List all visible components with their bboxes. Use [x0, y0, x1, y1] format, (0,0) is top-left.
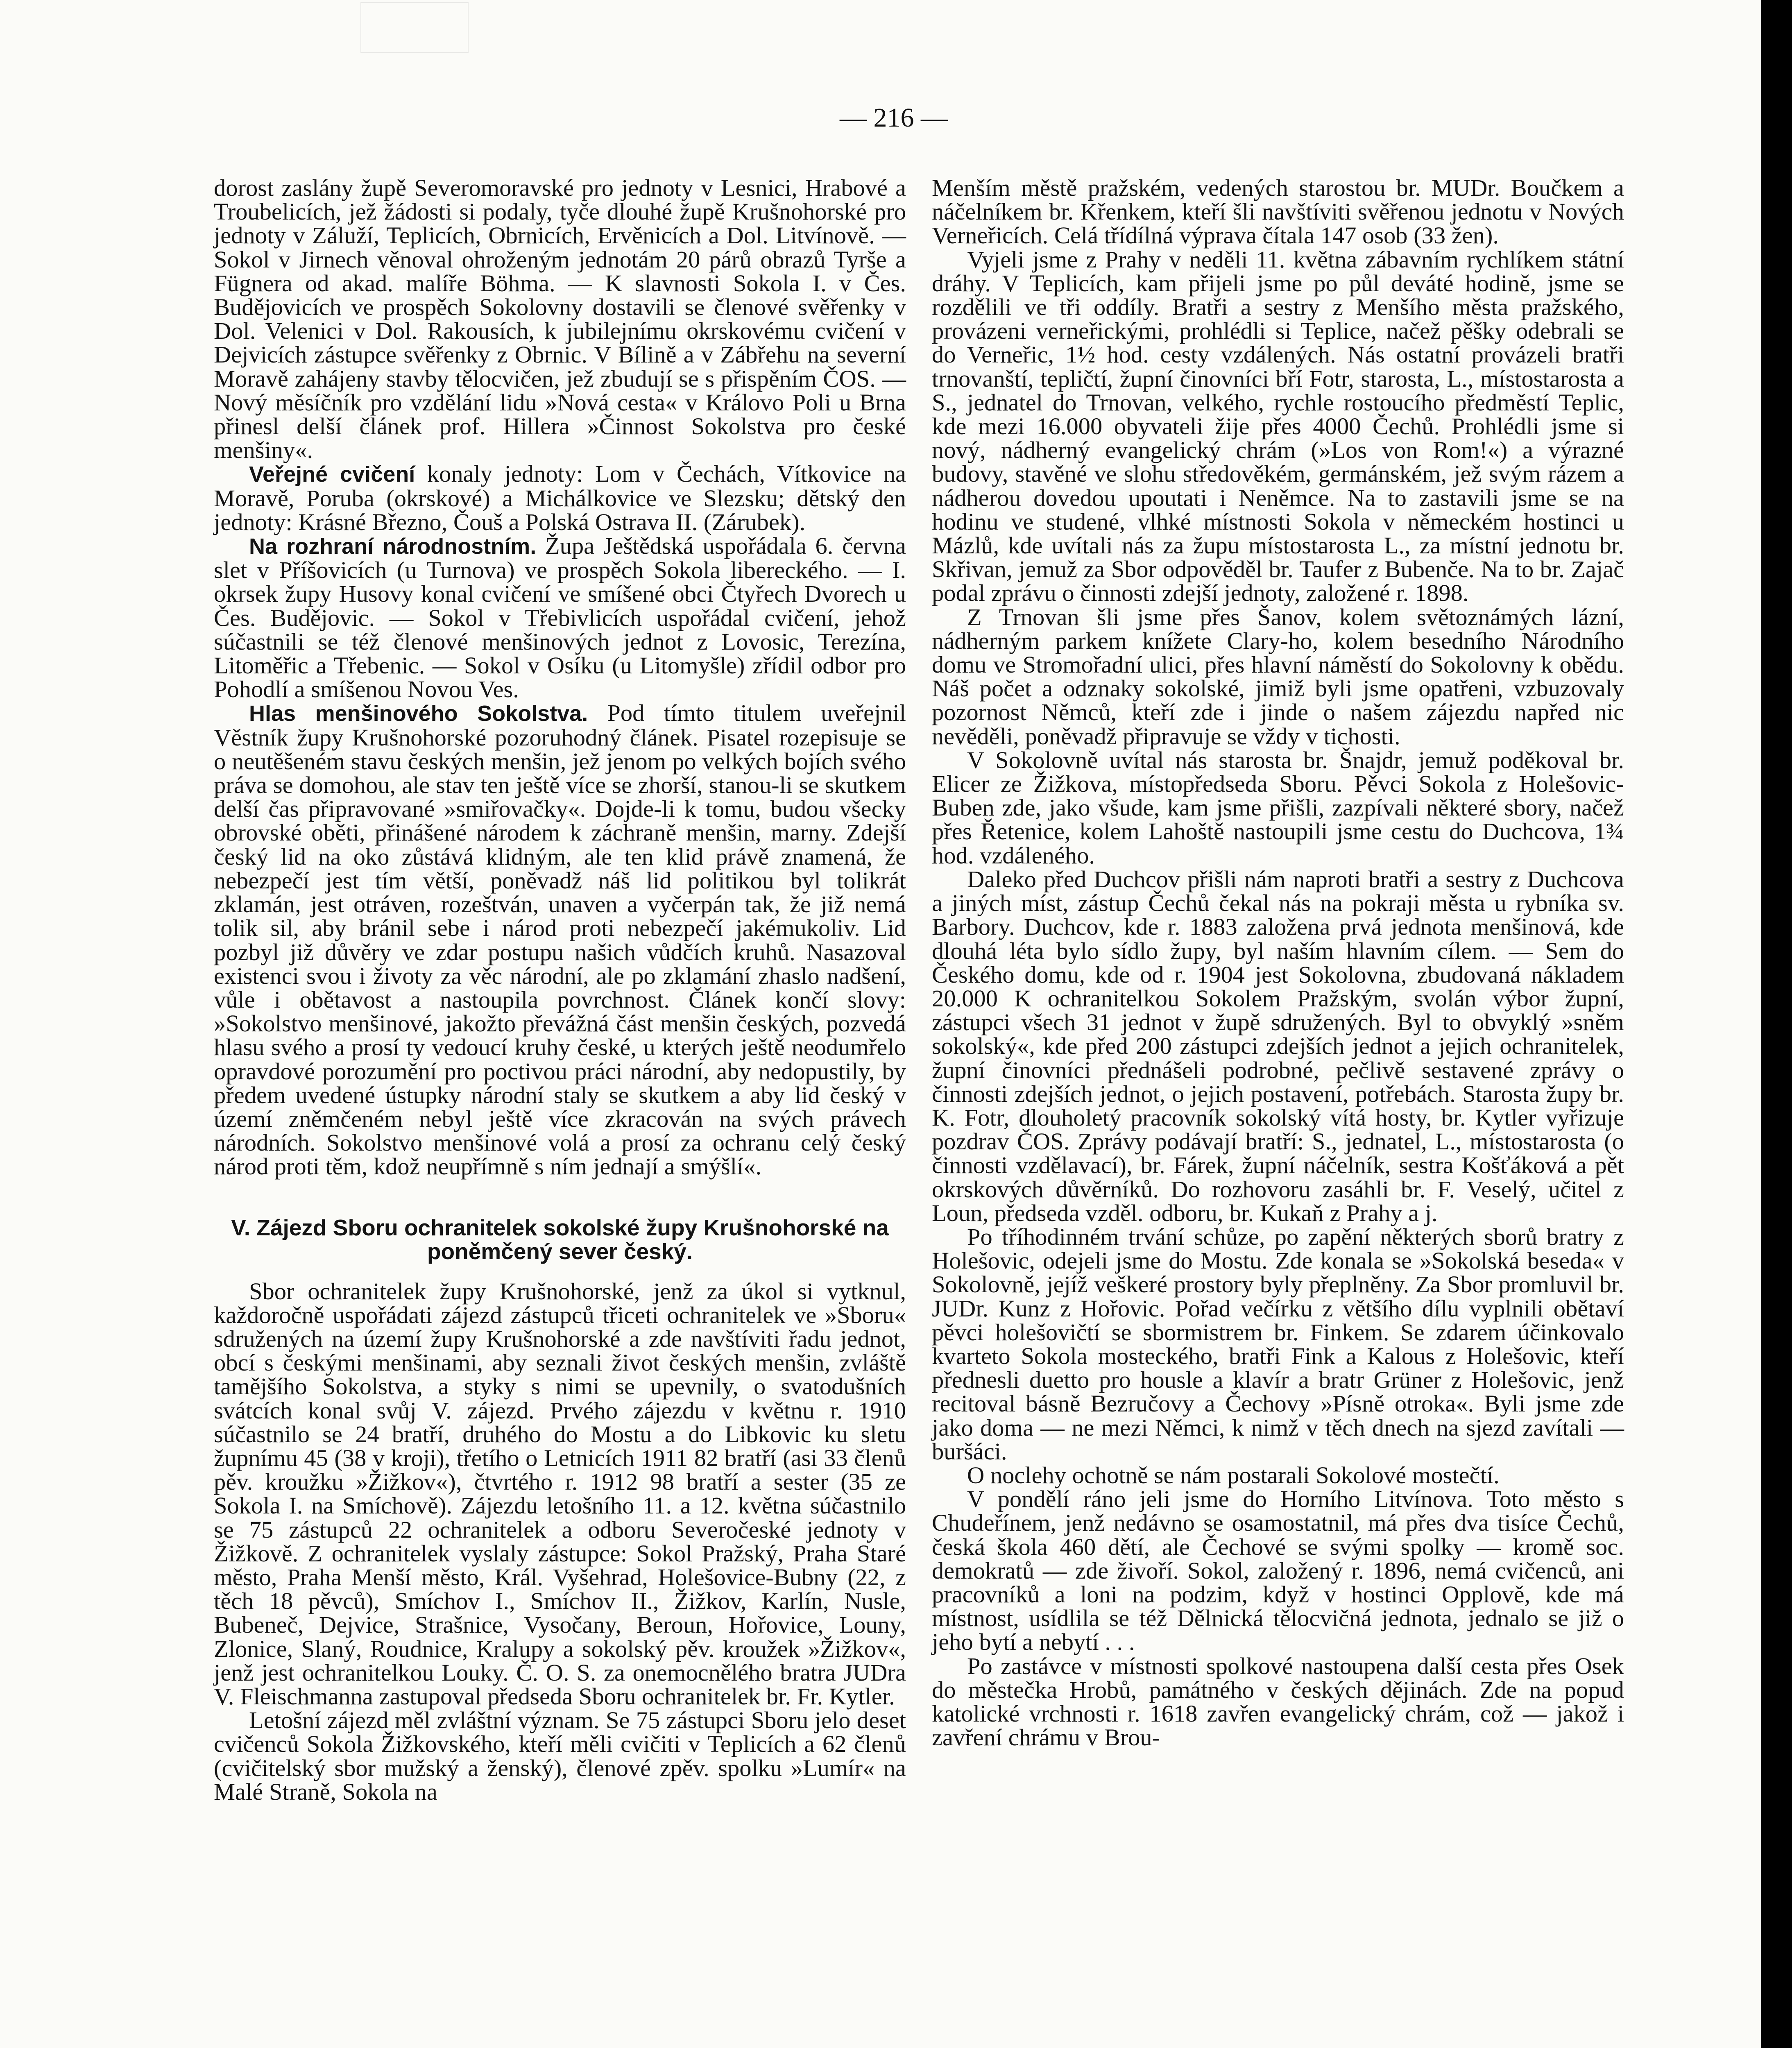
paragraph: Vyjeli jsme z Prahy v neděli 11. května zábavním rychlíkem státní dráhy. V Teplicích, kam přijeli jsme po půl deváté hodině, jsme se rozdělili ve tři oddíly. Bratři a sestry z Menšího města pražského, provázeni verneřickými, prohlédli si Teplice, načež pěšky odebrali se do Verneřic, 1½ hod. cesty vzdálených. Nás ostatní provázeli bratři trnovanští, tepličtí, župní činovníci bří Fotr, starosta, L., místostarosta a S., jednatel do Trnovan, velkého, rychle rostoucího předměstí Teplic, kde mezi 16.000 obyvateli žije přes 4000 Čechů. Prohlédli jsme si nový, nádherný evangelický chrám (»Los von Rom!«) a výrazné budovy, stavěné ve slohu středověkém, germánském, jež svým rázem a nádherou dovedou upoutati i Neněmce. Na to zastavili jsme se na hodinu ve studené, vlhké místnosti Sokola v německém hostinci u Mázlů, kde uvítali nás za župu místostarosta L., za místní jednotu br. Skřivan, jemuž za Sbor odpověděl br. Taufer z Bubenče. Na to br. Zajač podal zprávu o činnosti zdejší jednoty, založené r. 1898.: [932, 246, 1624, 607]
scan-smudge: [360, 2, 469, 53]
paragraph: Po tříhodinném trvání schůze, po zapění některých sborů bratry z Holešovic, odejeli jsme do Mostu. Zde konala se »Sokolská beseda« v Sokolovně, jejíž veškeré prostory byly přeplněny. Za Sbor promluvil br. JUDr. Kunz z Hořovic. Pořad večírku z většího dílu vyplnili obětaví pěvci holešovičtí se sbormistrem br. Finkem. Se zdarem účinkovalo kvarteto Sokola mosteckého, bratři Fink a Kalous z Holešovic, kteří přednesli duetto pro housle a klavír a bratr Grüner z Holešovic, jenž recitoval básně Bezručovy a Čechovy »Písně otroka«. Byli jsme zde jako doma — ne mezi Němci, k nimž v těch dnech na sjezd zavítali — buršáci.: [932, 1223, 1624, 1465]
left-column: [214, 176, 906, 1804]
page-number: — 216 —: [840, 103, 948, 133]
run-in-heading: Hlas menšinového Sokolstva.: [249, 701, 588, 726]
run-in-heading: Veřejné cvičení: [249, 462, 415, 487]
paragraph: Menším městě pražském, vedených starostou br. MUDr. Boučkem a náčelníkem br. Křenkem, kteří šli navštíviti svěřenou jednotu v Nových Verneřicích. Celá třídílná výprava čítala 147 osob (33 žen).: [932, 174, 1624, 249]
right-column: [932, 176, 1624, 1749]
paragraph: [214, 534, 906, 701]
paragraph: Sbor ochranitelek župy Krušnohorské, jenž za úkol si vytknul, každoročně uspořádati zájezd zástupců třiceti ochranitelek ve »Sboru« sdružených na území župy Krušnohorské a zde navštíviti řadu jednot, obcí s českými menšinami, aby seznali život českých menšin, zvláště tamějšího Sokolstva, a styky s nimi se upevnily, o svatodušních svátcích konal svůj V. zájezd. Prvého zájezdu v květnu r. 1910 súčastnilo se 24 bratří, druhého do Mostu a do Libkovic ku sletu župnímu 45 (38 v kroji), třetího o Letnicích 1911 82 bratří (asi 33 členů pěv. kroužku »Žižkov«), čtvrtého r. 1912 98 bratří a sester (35 ze Sokola I. na Smíchově). Zájezdu letošního 11. a 12. května súčastnilo se 75 zástupců 22 ochranitelek a odboru Severočeské jednoty v Žižkově. Z ochranitelek vyslaly zástupce: Sokol Pražský, Praha Staré město, Praha Menší město, Král. Vyšehrad, Holešovice-Bubny (22, z těch 18 pěvců), Smíchov I., Smíchov II., Žižkov, Karlín, Nusle, Bubeneč, Dejvice, Strašnice, Vysočany, Beroun, Hořovice, Louny, Zlonice, Slaný, Roudnice, Kralupy a sokolský pěv. kroužek »Žižkov«, jenž jest ochranitelkou Louky. Č. O. S. za onemocnělého bratra JUDra V. Fleischmanna zastupoval předseda Sboru ochranitelek br. Fr. Kytler.: [214, 1278, 906, 1710]
paragraph: V Sokolovně uvítal nás starosta br. Šnajdr, jemuž poděkoval br. Elicer ze Žižkova, místopředseda Sboru. Pěvci Sokola z Holešovic-Buben zde, jako všude, kam jsme přišli, zazpívali některé sbory, načež přes Řetenice, kolem Lahoště nastoupili jsme cestu do Duchcova, 1¾ hod. vzdáleného.: [932, 746, 1624, 869]
run-in-heading: Na rozhraní národnostním.: [249, 534, 537, 559]
section-heading: V. Zájezd Sboru ochranitelek sokolské župy Krušnohorské na poněmčený sever český.: [231, 1214, 889, 1264]
paragraph: [214, 701, 906, 1178]
paragraph: dorost zaslány župě Severomoravské pro jednoty v Lesnici, Hrabové a Troubelicích, jež žádosti si podaly, tyče dlouhé župě Krušnohorské pro jednoty v Záluží, Teplicích, Obrnicích, Ervěnicích a Dol. Litvínově. — Sokol v Jirnech věnoval ohroženým jednotám 20 párů obrazů Tyrše a Fügnera od akad. malíře Böhma. — K slavnosti Sokola I. v Čes. Budějovicích ve prospěch Sokolovny dostavili se členové svěřenky v Dol. Velenici v Dol. Rakousích, k jubilejnímu okrskovému cvičení v Dejvicích zástupce svěřenky z Obrnic. V Bílině a v Zábřehu na severní Moravě zahájeny stavby tělocvičen, jež zbudují se s přispěním ČOS. — Nový měsíčník pro vzdělání lidu »Nová cesta« v Královo Poli u Brna přinesl delší článek prof. Hillera »Činnost Sokolstva pro české menšiny«.: [214, 174, 906, 464]
paragraph-text: konaly jednoty: Lom v Čechách, Vítkovice na Moravě, Poruba (okrskové) a Michálkovice ve Slezsku; dětský den jednoty: Krásné Březno, Čouš a Polská Ostrava II. (Zárubek).: [214, 460, 906, 535]
paragraph: [214, 462, 906, 534]
paragraph: Po zastávce v místnosti spolkové nastoupena další cesta přes Osek do městečka Hrobů, památného v českých dějinách. Zde na popud katolické vrchnosti r. 1618 zavřen evangelický chrám, což — jakož i zavření chrámu v Brou-: [932, 1652, 1624, 1751]
paragraph-text: Pod tímto titulem uveřejnil Věstník župy Krušnohorské pozoruhodný článek. Pisatel rozepisuje se o neutěšeném stavu českých menšin, jež jenom po velkých bojích svého práva se domohou, ale stav ten ještě více se zhorší, stanou-li se skutkem delší čas připravované »smiřovačky«. Dojde-li k tomu, budou všecky obrovské oběti, přinášené národem k záchraně menšin, marny. Zdejší český lid na oko zůstává klidným, ale ten klid právě znamená, že nebezpečí jest tím větší, poněvadž náš lid politikou byl tolikrát zklamán, jest otráven, rozeštván, unaven a vyčerpán tak, že již nemá tolik sil, aby bránil sebe i národ proti nebezpečí jakémukoliv. Lid pozbyl již důvěry ve zdar postupu našich vůdčích kruhů. Nasazoval existenci svou i životy za věc národní, ale po zklamání zhaslo nadšení, vůle i obětavost a nastoupila povrchnost. Článek končí slovy: »Sokolstvo menšinové, jakožto převážná část menšin českých, pozvedá hlasu svého a prosí ty vedoucí kruhy české, u kterých ještě neodumřelo opravdové porozumění pro poctivou práci národní, aby nedopustily, by předem uvedené ústupky národní staly se skutkem a aby lid český v území zněmčeném nebyl ještě více zkracován na svých právech národních. Sokolstvo menšinové volá a prosí za ochranu celý český národ proti těm, kdož neupřímně s ním jednají a smýšlí«.: [214, 700, 906, 1180]
paragraph: Daleko před Duchcov přišli nám naproti bratři a sestry z Duchcova a jiných míst, zástup Čechů čekal nás na pokraji města u rybníka sv. Barbory. Duchcov, kde r. 1883 založena prvá jednota menšinová, kde dlouhá léta bylo sídlo župy, byl naším hlavním cílem. — Sem do Českého domu, kde od r. 1904 jest Sokolovna, zbudovaná nákladem 20.000 K ochranitelkou Sokolem Pražským, svolán výbor župní, zástupci všech 31 jednot v župě sdružených. Byl to obvyklý »sněm sokolský«, kde před 200 zástupci zdejších jednot a jejich ochranitelek, župní činovníci přednášeli podrobné, pečlivě sestavené zprávy o činnosti zdejších jednot, o jejich postavení, potřebách. Starosta župy br. K. Fotr, dlouholetý pracovník sokolský vítá hosty, br. Kytler vyřizuje pozdrav ČOS. Zprávy podávají bratří: S., jednatel, L., místostarosta (o činnosti vzdělavací), br. Fárek, župní náčelník, sestra Košťáková a pět okrskových důvěrníků. Do rozhovoru zasáhli br. F. Veselý, učitel z Loun, předseda vzděl. odboru, br. Kukaň z Prahy a j.: [932, 865, 1624, 1226]
paragraph: Letošní zájezd měl zvláštní význam. Se 75 zástupci Sboru jelo deset cvičenců Sokola Žižkovského, kteří měli cvičiti v Teplicích a 62 členů (cvičitelský sbor mužský a ženský), členové zpěv. spolku »Lumír« na Malé Straně, Sokola na: [214, 1707, 906, 1805]
paragraph: Z Trnovan šli jsme přes Šanov, kolem světoznámých lázní, nádherným parkem knížete Clary-ho, kolem besedního Národního domu ve Stromořadní ulici, přes hlavní náměstí do Sokolovny k obědu. Náš počet a odznaky sokolské, jimiž byli jsme opatřeni, vzbuzovaly pozornost Němců, kteří zde i jinde o našem zájezdu napřed nic nevěděli, poněvadž připravuje se vždy v tichosti.: [932, 603, 1624, 750]
paragraph-text: Župa Ještědská uspořádala 6. června slet v Příšovicích (u Turnova) ve prospěch Sokola libereckého. — I. okrsek župy Husovy konal cvičení ve smíšené obci Čtyřech Dvorech u Čes. Budějovic. — Sokol v Třebivlicích uspořádal cvičení, jehož súčastnili se též členové menšinových jednot z Lovosic, Terezína, Litoměřic a Třebenic. — Sokol v Osíku (u Litomyšle) zřídil odbor pro Pohodlí a smíšenou Novou Ves.: [214, 532, 906, 703]
paragraph: V pondělí ráno jeli jsme do Horního Litvínova. Toto město s Chudeřínem, jenž nedávno se osamostatnil, má přes dva tisíce Čechů, česká škola 460 dětí, ale Čechové se svými spolky — kromě soc. demokratů — zde živoří. Sokol, založený r. 1896, nemá cvičenců, ani pracovníků a loni na podzim, když v hostinci Opplově, kde má místnost, usídlila se též Dělnická tělocvičná jednota, jednalo se již o jeho bytí a nebytí . . .: [932, 1486, 1624, 1656]
paragraph: O noclehy ochotně se nám postarali Sokolové mostečtí.: [967, 1461, 1500, 1488]
